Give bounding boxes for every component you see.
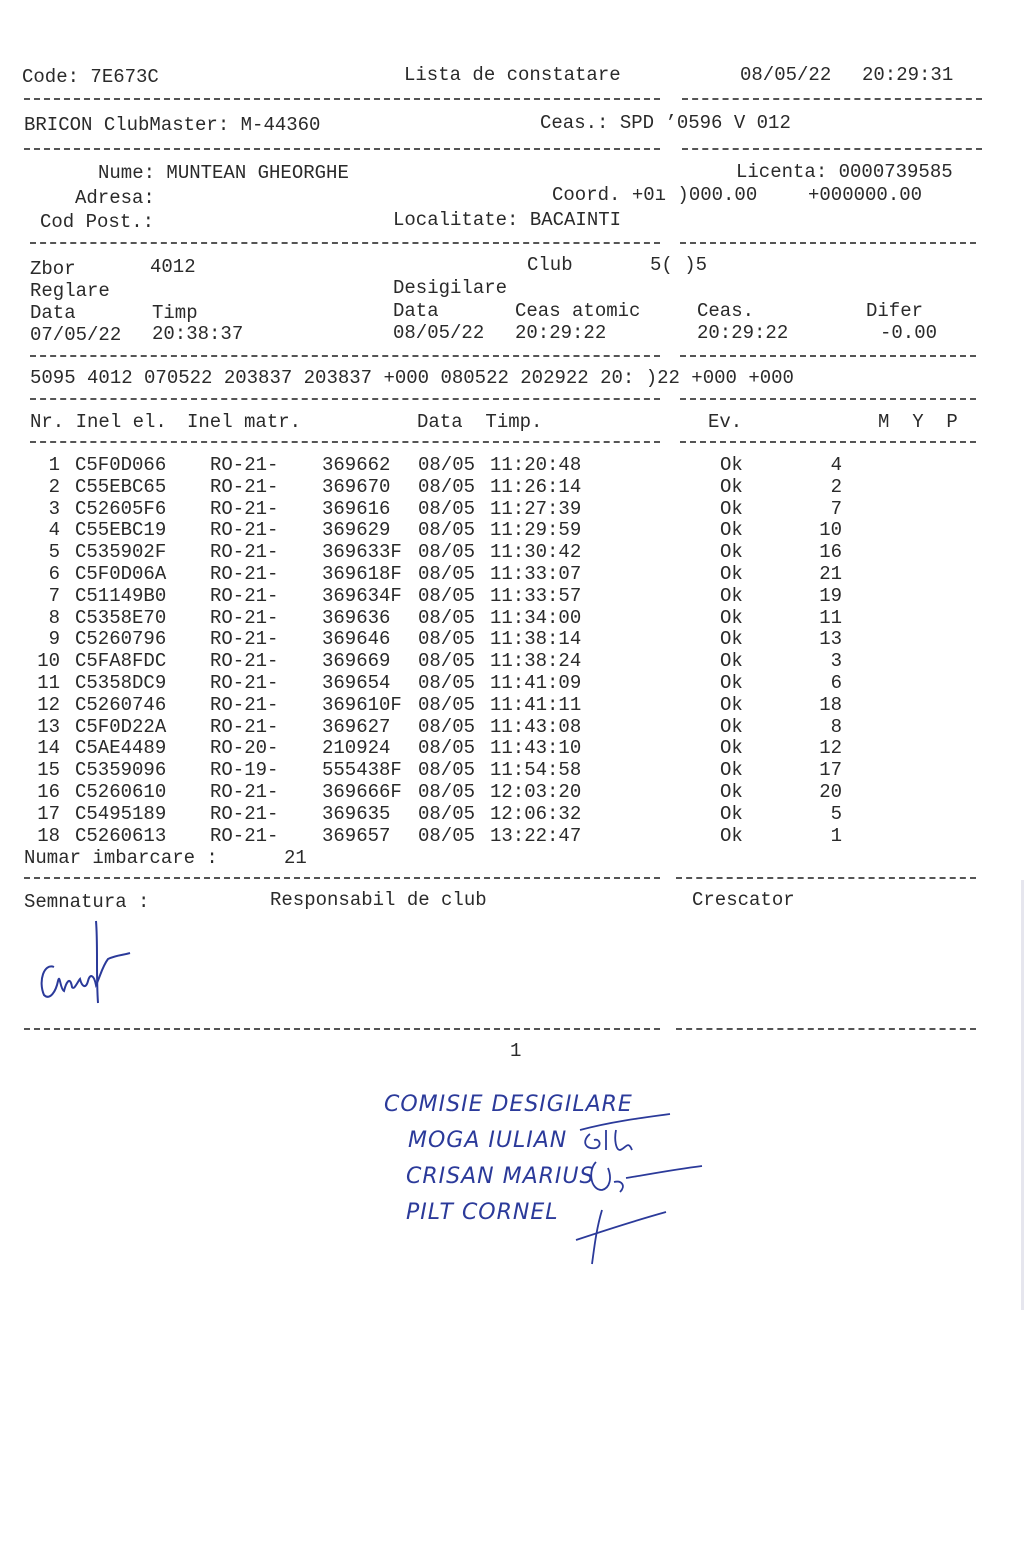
arrival-date: 08/05 (418, 454, 476, 476)
electronic-ring: C5AE4489 (75, 737, 167, 759)
event-status: Ok (720, 694, 743, 716)
position: 18 (819, 694, 842, 716)
arrival-time: 11:43:10 (490, 737, 582, 759)
row-number: 12 (37, 694, 60, 716)
owner-coordinates: Coord. +0ı )000.00 (552, 184, 758, 206)
header-myp: M Y P (878, 411, 958, 433)
handwritten-committee-title: COMISIE DESIGILARE (384, 1092, 633, 1117)
event-status: Ok (720, 563, 743, 585)
position: 5 (830, 803, 842, 825)
separator (24, 98, 660, 100)
unsealing-date: 08/05/22 (393, 322, 485, 344)
header-event: Ev. (708, 411, 743, 433)
club-manager-label: Responsabil de club (270, 889, 487, 911)
ring-prefix: RO-21- (210, 607, 279, 629)
ring-prefix: RO-21- (210, 628, 279, 650)
unsealing-clock-time: 20:29:22 (697, 322, 789, 344)
col-clock: Ceas. (697, 300, 755, 322)
position: 19 (819, 585, 842, 607)
arrival-date: 08/05 (418, 585, 476, 607)
handwritten-member-3: PILT CORNEL (406, 1200, 559, 1225)
electronic-ring: C51149B0 (75, 585, 167, 607)
arrival-time: 11:41:09 (490, 672, 582, 694)
signature-label: Semnatura : (24, 891, 150, 913)
electronic-ring: C5F0D22A (75, 716, 167, 738)
electronic-ring: C5260796 (75, 628, 167, 650)
separator (30, 355, 660, 357)
row-number: 8 (48, 607, 60, 629)
row-number: 6 (48, 563, 60, 585)
arrival-date: 08/05 (418, 737, 476, 759)
header-date: 08/05/22 (740, 64, 832, 86)
ring-number: 369635 (322, 803, 391, 825)
owner-locality: Localitate: BACAINTI (393, 209, 622, 231)
flight-label: Zbor (30, 258, 76, 280)
arrival-date: 08/05 (418, 803, 476, 825)
ring-number: 369627 (322, 716, 391, 738)
arrival-date: 08/05 (418, 716, 476, 738)
owner-name: Nume: MUNTEAN GHEORGHE (98, 162, 349, 184)
separator (680, 242, 976, 244)
event-status: Ok (720, 607, 743, 629)
position: 1 (830, 825, 842, 847)
event-status: Ok (720, 825, 743, 847)
ring-prefix: RO-19- (210, 759, 279, 781)
event-status: Ok (720, 650, 743, 672)
ring-prefix: RO-21- (210, 716, 279, 738)
owner-license: Licenta: 0000739585 (736, 161, 953, 183)
arrival-time: 11:30:42 (490, 541, 582, 563)
ring-number: 369654 (322, 672, 391, 694)
separator (676, 1028, 976, 1030)
owner-postal-code: Cod Post.: (40, 211, 155, 233)
electronic-ring: C5260613 (75, 825, 167, 847)
electronic-ring: C5359096 (75, 759, 167, 781)
arrival-date: 08/05 (418, 694, 476, 716)
arrival-time: 11:43:08 (490, 716, 582, 738)
arrival-time: 11:38:14 (490, 628, 582, 650)
arrival-date: 08/05 (418, 759, 476, 781)
ring-prefix: RO-21- (210, 563, 279, 585)
separator (676, 877, 976, 879)
col-date: Data (30, 302, 76, 324)
row-number: 7 (48, 585, 60, 607)
handwritten-signature (30, 915, 140, 1010)
ring-prefix: RO-21- (210, 454, 279, 476)
separator (24, 1028, 660, 1030)
header-time: 20:29:31 (862, 64, 954, 86)
arrival-date: 08/05 (418, 628, 476, 650)
electronic-ring: C5358DC9 (75, 672, 167, 694)
ring-prefix: RO-21- (210, 476, 279, 498)
breeder-label: Crescator (692, 889, 795, 911)
event-status: Ok (720, 541, 743, 563)
electronic-ring: C5FA8FDC (75, 650, 167, 672)
event-status: Ok (720, 476, 743, 498)
arrival-time: 11:20:48 (490, 454, 582, 476)
row-number: 18 (37, 825, 60, 847)
basketing-count-label: Numar imbarcare : (24, 847, 218, 869)
setting-date: 07/05/22 (30, 324, 122, 346)
arrival-date: 08/05 (418, 825, 476, 847)
ring-number: 369666F (322, 781, 402, 803)
ring-prefix: RO-21- (210, 541, 279, 563)
ring-prefix: RO-21- (210, 803, 279, 825)
electronic-ring: C535902F (75, 541, 167, 563)
arrival-date: 08/05 (418, 607, 476, 629)
arrival-time: 13:22:47 (490, 825, 582, 847)
ring-number: 369657 (322, 825, 391, 847)
row-number: 16 (37, 781, 60, 803)
electronic-ring: C5260610 (75, 781, 167, 803)
document-title: Lista de constatare (404, 64, 621, 86)
arrival-time: 11:41:11 (490, 694, 582, 716)
electronic-ring: C5495189 (75, 803, 167, 825)
arrival-time: 12:03:20 (490, 781, 582, 803)
handwritten-member-1: MOGA IULIAN (408, 1128, 568, 1153)
ring-prefix: RO-21- (210, 585, 279, 607)
event-status: Ok (720, 737, 743, 759)
electronic-ring: C52605F6 (75, 498, 167, 520)
arrival-date: 08/05 (418, 519, 476, 541)
ring-number: 369610F (322, 694, 402, 716)
page-number: 1 (510, 1040, 522, 1062)
electronic-ring: C55EBC65 (75, 476, 167, 498)
position: 3 (830, 650, 842, 672)
electronic-ring: C5F0D06A (75, 563, 167, 585)
ring-number: 555438F (322, 759, 402, 781)
arrival-date: 08/05 (418, 541, 476, 563)
ring-prefix: RO-21- (210, 825, 279, 847)
row-number: 10 (37, 650, 60, 672)
event-status: Ok (720, 519, 743, 541)
ring-number: 369662 (322, 454, 391, 476)
separator (682, 148, 982, 150)
header-date-time: Data Timp. (417, 411, 543, 433)
separator (30, 398, 660, 400)
setting-label: Reglare (30, 280, 110, 302)
row-number: 1 (48, 454, 60, 476)
committee-signatures (570, 1100, 710, 1270)
arrival-time: 11:29:59 (490, 519, 582, 541)
row-number: 2 (48, 476, 60, 498)
separator (680, 398, 976, 400)
setting-time: 20:38:37 (152, 323, 244, 345)
position: 10 (819, 519, 842, 541)
row-number: 15 (37, 759, 60, 781)
separator (30, 441, 660, 443)
row-number: 13 (37, 716, 60, 738)
col-difference: Difer (866, 300, 924, 322)
position: 4 (830, 454, 842, 476)
col-atomic-clock: Ceas atomic (515, 300, 641, 322)
ring-number: 369629 (322, 519, 391, 541)
position: 2 (830, 476, 842, 498)
header-nr-ring: Nr. Inel el. (30, 411, 167, 433)
electronic-ring: C5260746 (75, 694, 167, 716)
arrival-date: 08/05 (418, 476, 476, 498)
position: 7 (830, 498, 842, 520)
separator (680, 355, 976, 357)
arrival-time: 11:33:57 (490, 585, 582, 607)
position: 21 (819, 563, 842, 585)
position: 11 (819, 607, 842, 629)
col-time: Timp (152, 302, 198, 324)
ring-number: 369646 (322, 628, 391, 650)
arrival-time: 11:27:39 (490, 498, 582, 520)
row-number: 14 (37, 737, 60, 759)
separator (680, 441, 976, 443)
ring-prefix: RO-21- (210, 650, 279, 672)
separator (682, 98, 982, 100)
event-status: Ok (720, 498, 743, 520)
ring-number: 369669 (322, 650, 391, 672)
position: 6 (830, 672, 842, 694)
position: 12 (819, 737, 842, 759)
separator (30, 242, 660, 244)
electronic-ring: C5F0D066 (75, 454, 167, 476)
arrival-time: 11:38:24 (490, 650, 582, 672)
document-code: Code: 7E673C (22, 66, 159, 88)
arrival-time: 12:06:32 (490, 803, 582, 825)
time-difference: -0.00 (880, 322, 938, 344)
flight-value: 4012 (150, 256, 196, 278)
separator (24, 148, 660, 150)
handwritten-member-2: CRISAN MARIUS (406, 1164, 595, 1189)
ring-number: 369636 (322, 607, 391, 629)
club-value: 5( )5 (650, 254, 708, 276)
unsealing-atomic-time: 20:29:22 (515, 322, 607, 344)
row-number: 17 (37, 803, 60, 825)
arrival-time: 11:26:14 (490, 476, 582, 498)
clock-id: Ceas.: SPD ’0596 V 012 (540, 112, 791, 134)
row-number: 3 (48, 498, 60, 520)
row-number: 4 (48, 519, 60, 541)
encoded-summary-line: 5095 4012 070522 203837 203837 +000 080522 202922 20: )22 +000 +000 (30, 367, 794, 389)
event-status: Ok (720, 672, 743, 694)
ring-prefix: RO-20- (210, 737, 279, 759)
event-status: Ok (720, 716, 743, 738)
position: 8 (830, 716, 842, 738)
arrival-date: 08/05 (418, 650, 476, 672)
arrival-date: 08/05 (418, 563, 476, 585)
owner-coordinates-2: +000000.00 (808, 184, 923, 206)
position: 13 (819, 628, 842, 650)
event-status: Ok (720, 781, 743, 803)
owner-address: Adresa: (75, 187, 155, 209)
event-status: Ok (720, 454, 743, 476)
arrival-date: 08/05 (418, 672, 476, 694)
ring-prefix: RO-21- (210, 519, 279, 541)
position: 20 (819, 781, 842, 803)
clubmaster-id: BRICON ClubMaster: M-44360 (24, 114, 321, 136)
ring-prefix: RO-21- (210, 672, 279, 694)
event-status: Ok (720, 803, 743, 825)
arrival-time: 11:33:07 (490, 563, 582, 585)
ring-number: 369670 (322, 476, 391, 498)
ring-number: 369633F (322, 541, 402, 563)
position: 16 (819, 541, 842, 563)
ring-number: 369634F (322, 585, 402, 607)
row-number: 11 (37, 672, 60, 694)
event-status: Ok (720, 585, 743, 607)
unsealing-label: Desigilare (393, 277, 508, 299)
ring-prefix: RO-21- (210, 694, 279, 716)
arrival-date: 08/05 (418, 498, 476, 520)
header-ring-number: Inel matr. (187, 411, 302, 433)
separator (24, 877, 660, 879)
ring-number: 210924 (322, 737, 391, 759)
basketing-count-value: 21 (284, 847, 307, 869)
arrival-date: 08/05 (418, 781, 476, 803)
electronic-ring: C5358E70 (75, 607, 167, 629)
ring-number: 369618F (322, 563, 402, 585)
electronic-ring: C55EBC19 (75, 519, 167, 541)
event-status: Ok (720, 628, 743, 650)
arrival-time: 11:54:58 (490, 759, 582, 781)
event-status: Ok (720, 759, 743, 781)
ring-prefix: RO-21- (210, 781, 279, 803)
position: 17 (819, 759, 842, 781)
club-label: Club (527, 254, 573, 276)
ring-prefix: RO-21- (210, 498, 279, 520)
col-date-2: Data (393, 300, 439, 322)
row-number: 5 (48, 541, 60, 563)
ring-number: 369616 (322, 498, 391, 520)
arrival-time: 11:34:00 (490, 607, 582, 629)
row-number: 9 (48, 628, 60, 650)
